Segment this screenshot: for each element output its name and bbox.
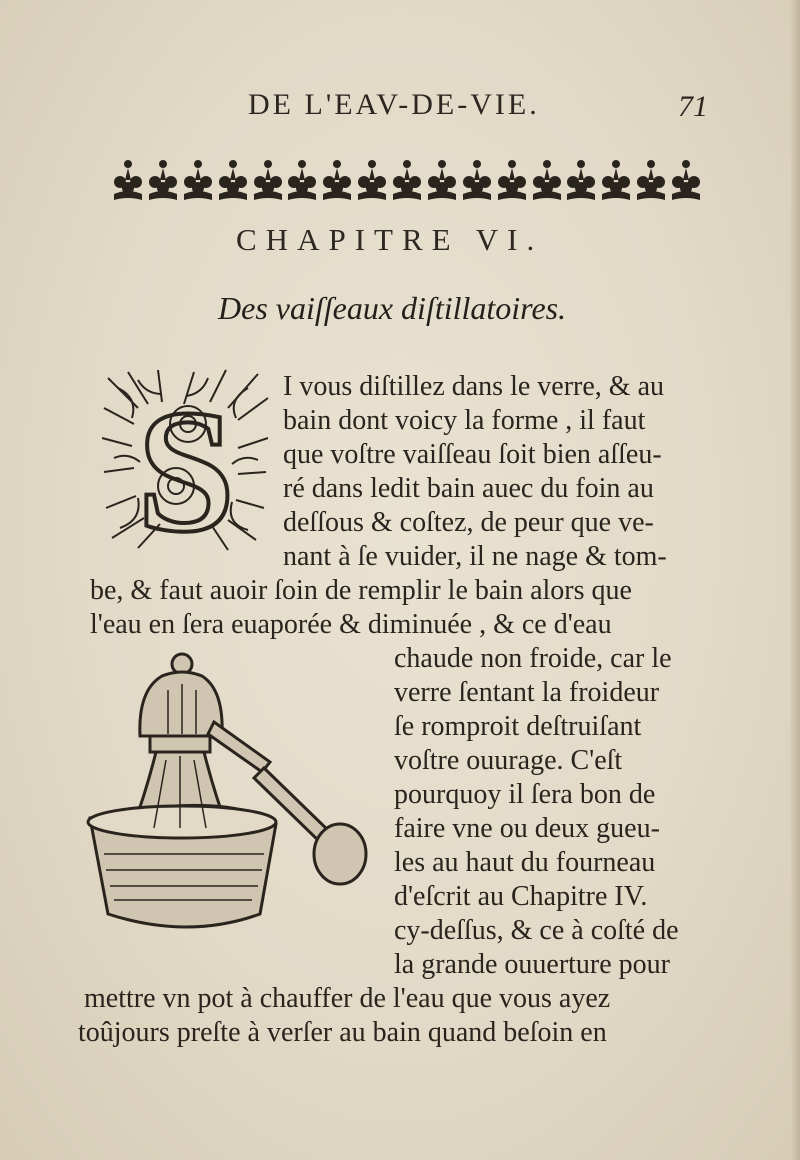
chapter-heading: CHAPITRE VI.	[236, 222, 544, 257]
fleuron-ornament-band	[112, 158, 702, 206]
text-line: nant à ſe vuider, il ne nage & tom-	[283, 541, 667, 572]
fleuron-icon	[356, 158, 388, 206]
fleuron-icon	[426, 158, 458, 206]
text-line: l'eau en ſera euaporée & diminuée , & ce d'eau	[90, 609, 612, 640]
text-line: toûjours preſte à verſer au bain quand beſoin en	[78, 1017, 607, 1048]
text-line: pourquoy il ſera bon de	[394, 779, 656, 810]
text-line: ré dans ledit bain auec du foin au	[283, 473, 654, 504]
text-line: bain dont voicy la forme , il faut	[283, 405, 646, 436]
text-line: ſe romproit deſtruiſant	[394, 711, 642, 742]
section-title: Des vaiſſeaux diſtillatoires.	[218, 290, 567, 326]
page-number: 71	[678, 90, 708, 123]
text-line: cy-deſſus, & ce à coſté de	[394, 915, 679, 946]
text-line: I vous diſtillez dans le verre, & au	[283, 371, 664, 402]
fleuron-icon	[321, 158, 353, 206]
text-line: que voſtre vaiſſeau ſoit bien aſſeu-	[283, 439, 662, 470]
fleuron-icon	[565, 158, 597, 206]
fleuron-icon	[217, 158, 249, 206]
fleuron-icon	[531, 158, 563, 206]
fleuron-icon	[600, 158, 632, 206]
running-title: DE L'EAV-DE-VIE.	[248, 88, 540, 121]
fleuron-icon	[286, 158, 318, 206]
alembic-in-water-bath-icon	[84, 650, 384, 950]
fleuron-icon	[635, 158, 667, 206]
fleuron-icon	[252, 158, 284, 206]
text-line: deſſous & coſtez, de peur que ve-	[283, 507, 654, 538]
text-line: chaude non froide, car le	[394, 643, 672, 674]
text-line: la grande ouuerture pour	[394, 949, 670, 980]
fleuron-icon	[182, 158, 214, 206]
fleuron-icon	[147, 158, 179, 206]
text-line: be, & faut auoir ſoin de remplir le bain alors que	[90, 575, 632, 606]
text-line: voſtre ouurage. C'eſt	[394, 745, 623, 776]
text-line: d'eſcrit au Chapitre IV.	[394, 881, 648, 912]
fleuron-icon	[112, 158, 144, 206]
running-head	[0, 88, 800, 128]
text-line: les au haut du fourneau	[394, 847, 656, 878]
text-line: mettre vn pot à chauffer de l'eau que vous ayez	[84, 983, 611, 1014]
fleuron-icon	[496, 158, 528, 206]
fleuron-icon	[461, 158, 493, 206]
text-line: verre ſentant la froideur	[394, 677, 660, 708]
svg-text:S: S	[137, 374, 235, 552]
fleuron-icon	[391, 158, 423, 206]
fleuron-icon	[670, 158, 702, 206]
page-edge	[790, 0, 800, 1160]
decorated-initial-icon	[98, 368, 274, 552]
text-line: faire vne ou deux gueu-	[394, 813, 660, 844]
